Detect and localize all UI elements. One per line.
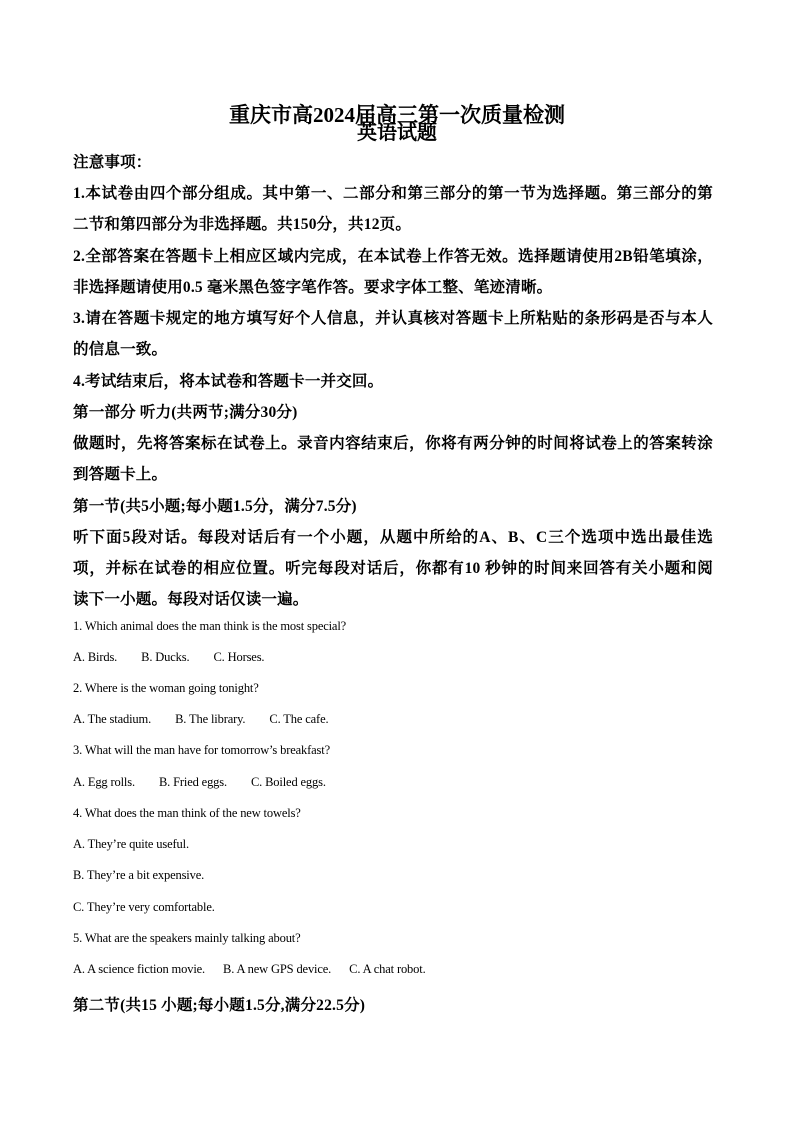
question-3-options [73,775,326,790]
question-2-options [73,712,328,727]
question-1-option-b: B. Ducks. [141,650,190,664]
question-4-option-a: A. They’re quite useful. [73,837,189,851]
question-3: 3. What will the man have for tomorrow’s breakfast? [73,743,330,757]
question-2: 2. Where is the woman going tonight? [73,681,259,695]
section1-intro-3: 读下一小题。每段对话仅读一遍。 [73,591,309,608]
question-5-option-c: C. A chat robot. [349,962,426,976]
exam-subtitle: 英语试题 [357,122,437,144]
part1-intro-1: 做题时，先将答案标在试卷上。录音内容结束后，你将有两分钟的时间将试卷上的答案转涂 [73,435,713,452]
part1-heading: 第一部分 听力(共两节;满分30分) [73,404,298,421]
question-3-option-c: C. Boiled eggs. [250,775,326,789]
question-2-option-c: C. The cafe. [269,712,329,726]
question-1-option-c: C. Horses. [213,650,265,664]
question-4-option-c: C. They’re very comfortable. [73,900,215,914]
notice-line-4: 非选择题请使用0.5 毫米黑色签字笔作答。要求字体工整、笔迹清晰。 [73,279,553,296]
question-2-option-b: B. The library. [175,712,246,726]
notice-line-6: 的信息一致。 [73,341,168,358]
question-4: 4. What does the man think of the new towels? [73,806,301,820]
notice-heading: 注意事项： [73,154,152,171]
section2-heading: 第二节(共15 小题;每小题1.5分,满分22.5分) [73,997,366,1014]
section1-heading: 第一节(共5小题;每小题1.5分，满分7.5分) [73,498,357,515]
question-3-option-a: A. Egg rolls. [73,775,135,789]
question-5-option-a: A. A science fiction movie. [73,962,206,976]
notice-line-5: 3.请在答题卡规定的地方填写好个人信息，并认真核对答题卡上所粘贴的条形码是否与本人 [73,310,713,327]
question-2-option-a: A. The stadium. [73,712,152,726]
question-1: 1. Which animal does the man think is the most special? [73,619,347,633]
question-1-options [73,650,264,665]
section1-intro-2: 项，并标在试卷的相应位置。听完每段对话后，你都有10 秒钟的时间来回答有关小题和阅 [73,560,713,577]
question-1-option-a: A. Birds. [73,650,118,664]
question-5: 5. What are the speakers mainly talking about? [73,931,301,945]
part1-intro-2: 到答题卡上。 [73,466,168,483]
question-4-option-b: B. They’re a bit expensive. [73,868,205,882]
question-3-option-b: B. Fried eggs. [158,775,227,789]
section1-intro-1: 听下面5段对话。每段对话后有一个小题，从题中所给的A、B、C三个选项中选出最佳选 [73,529,713,546]
notice-line-3: 2.全部答案在答题卡上相应区域内完成，在本试卷上作答无效。选择题请使用2B铅笔填涂， [73,248,713,265]
notice-line-2: 二节和第四部分为非选择题。共150分，共12页。 [73,216,412,233]
notice-line-7: 4.考试结束后，将本试卷和答题卡一并交回。 [73,373,384,390]
question-5-option-b: B. A new GPS device. [223,962,332,976]
exam-title: 重庆市高2024届高三第一次质量检测 [229,103,565,127]
question-5-options [73,962,426,977]
notice-line-1: 1.本试卷由四个部分组成。其中第一、二部分和第三部分的第一节为选择题。第三部分的第 [73,185,713,202]
